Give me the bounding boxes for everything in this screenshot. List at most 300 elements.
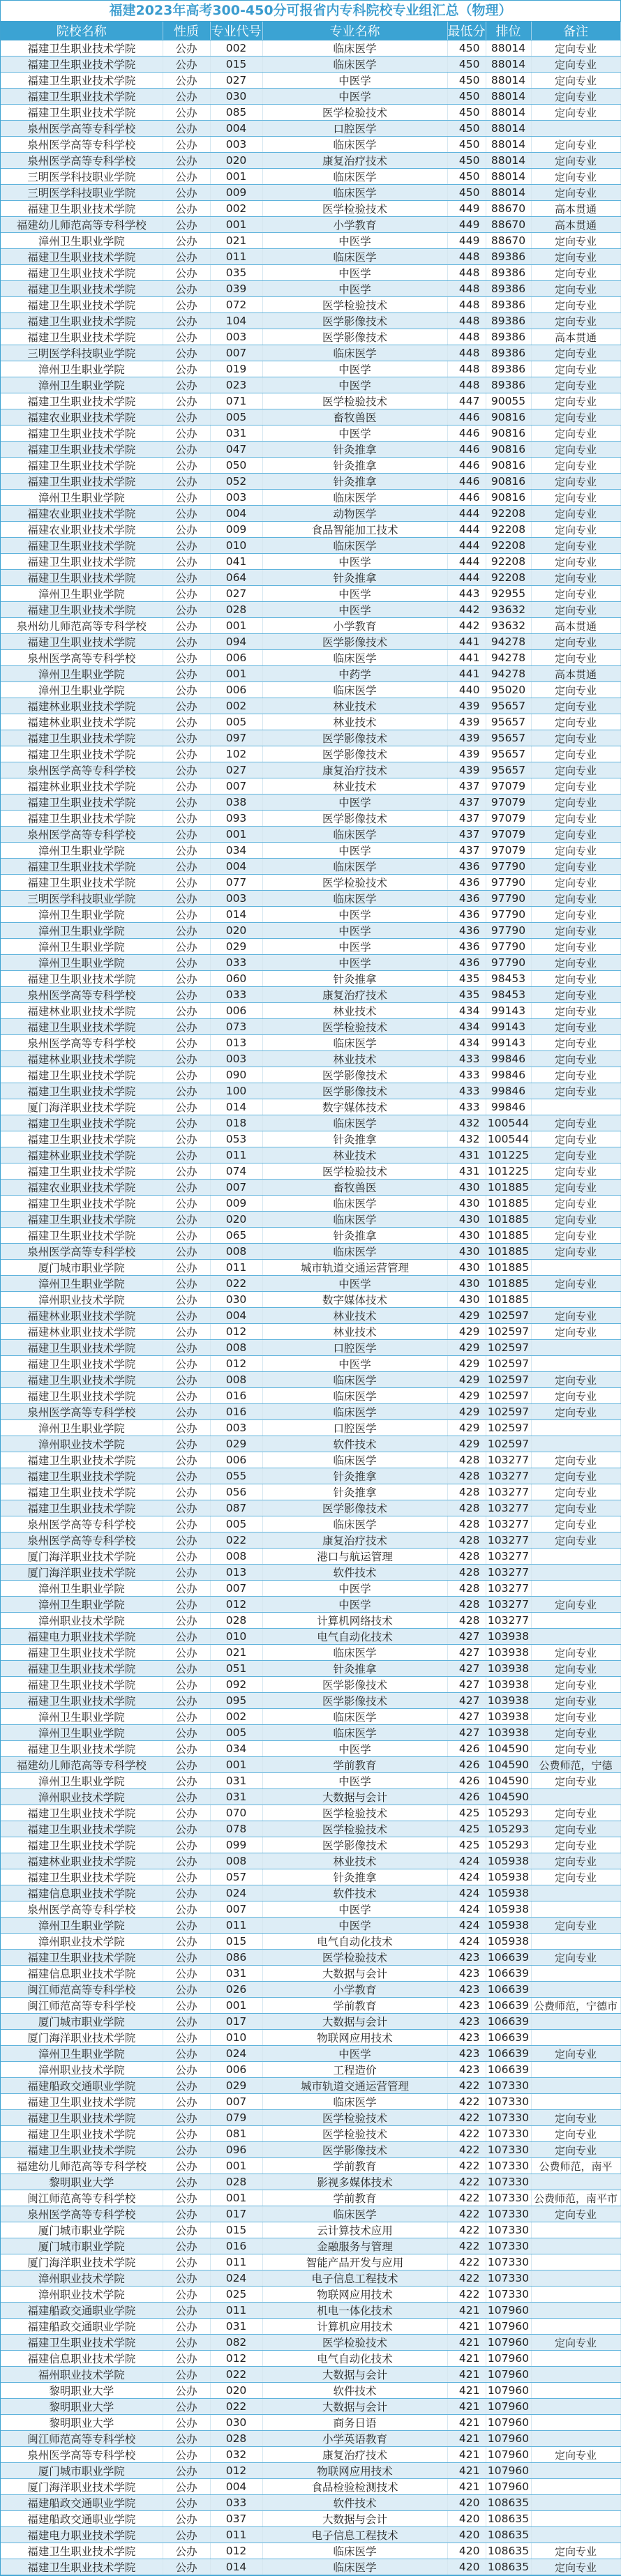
major-code-cell: 022: [210, 1532, 262, 1549]
table-row: [1, 2495, 620, 2511]
table-row: [1, 281, 620, 297]
major-name-cell: 康复治疗技术: [262, 153, 447, 169]
major-code-cell: 004: [210, 2479, 262, 2495]
school-name-cell: 福建信息职业技术学院: [1, 1885, 163, 1901]
table-row: [1, 586, 620, 602]
table-row: [1, 602, 620, 618]
note-cell: [531, 121, 620, 137]
major-name-cell: 数字媒体技术: [262, 1292, 447, 1308]
major-name-cell: 工程造价: [262, 2062, 447, 2078]
note-cell: 定向专业: [531, 1532, 620, 1549]
rank-cell: 107960: [486, 2399, 531, 2415]
note-cell: [531, 1549, 620, 1565]
school-name-cell: 福建卫生职业技术学院: [1, 1212, 163, 1228]
school-type-cell: 公办: [163, 377, 210, 393]
min-score-cell: 449: [447, 217, 486, 233]
major-name-cell: 口腔医学: [262, 121, 447, 137]
major-name-cell: 医学检验技术: [262, 297, 447, 313]
rank-cell: 103277: [486, 1516, 531, 1532]
school-type-cell: 公办: [163, 361, 210, 377]
school-type-cell: 公办: [163, 2559, 210, 2575]
school-name-cell: 漳州卫生职业学院: [1, 2046, 163, 2062]
min-score-cell: 448: [447, 345, 486, 361]
major-name-cell: 临床医学: [262, 859, 447, 875]
note-cell: 定向专业: [531, 1452, 620, 1468]
table-row: [1, 1629, 620, 1645]
table-row: [1, 409, 620, 425]
major-name-cell: 中医学: [262, 1276, 447, 1292]
major-name-cell: 针灸推拿: [262, 1484, 447, 1500]
note-cell: [531, 2351, 620, 2367]
school-type-cell: 公办: [163, 1163, 210, 1180]
school-name-cell: 漳州职业技术学院: [1, 2287, 163, 2303]
school-type-cell: 公办: [163, 1757, 210, 1773]
major-name-cell: 中医学: [262, 1597, 447, 1613]
note-cell: 定向专业: [531, 923, 620, 939]
school-name-cell: 福建信息职业技术学院: [1, 2351, 163, 2367]
note-cell: 定向专业: [531, 2206, 620, 2222]
school-type-cell: 公办: [163, 1837, 210, 1853]
major-name-cell: 临床医学: [262, 650, 447, 666]
school-name-cell: 福建卫生职业技术学院: [1, 442, 163, 458]
school-type-cell: 公办: [163, 794, 210, 811]
school-name-cell: 福建卫生职业技术学院: [1, 1372, 163, 1388]
school-type-cell: 公办: [163, 1901, 210, 1918]
major-code-cell: 021: [210, 1645, 262, 1661]
major-name-cell: 中医学: [262, 1918, 447, 1934]
note-cell: 定向专业: [531, 73, 620, 89]
table-row: [1, 1597, 620, 1613]
min-score-cell: 444: [447, 538, 486, 554]
min-score-cell: 439: [447, 762, 486, 778]
major-name-cell: 医学检验技术: [262, 1950, 447, 1966]
school-name-cell: 福建林业职业技术学院: [1, 1147, 163, 1163]
major-name-cell: 中医学: [262, 923, 447, 939]
rank-cell: 97790: [486, 939, 531, 955]
major-code-cell: 014: [210, 2559, 262, 2575]
school-type-cell: 公办: [163, 2030, 210, 2046]
table-row: [1, 666, 620, 682]
major-name-cell: 临床医学: [262, 57, 447, 73]
major-code-cell: 006: [210, 1003, 262, 1019]
school-type-cell: 公办: [163, 297, 210, 313]
rank-cell: 98453: [486, 971, 531, 987]
table-row: [1, 1885, 620, 1901]
major-name-cell: 林业技术: [262, 1003, 447, 1019]
major-code-cell: 050: [210, 458, 262, 474]
major-name-cell: 大数据与会计: [262, 1789, 447, 1805]
school-type-cell: 公办: [163, 1244, 210, 1260]
school-name-cell: 黎明职业大学: [1, 2383, 163, 2399]
school-name-cell: 厦门城市职业学院: [1, 2238, 163, 2254]
note-cell: 定向专业: [531, 955, 620, 971]
major-name-cell: 针灸推拿: [262, 1661, 447, 1677]
school-type-cell: 公办: [163, 923, 210, 939]
major-code-cell: 030: [210, 2415, 262, 2431]
school-type-cell: 公办: [163, 458, 210, 474]
school-name-cell: 闽江师范高等专科学校: [1, 1982, 163, 1998]
major-name-cell: 临床医学: [262, 490, 447, 506]
major-name-cell: 学前教育: [262, 2158, 447, 2174]
major-code-cell: 027: [210, 586, 262, 602]
table-row: [1, 522, 620, 538]
major-name-cell: 林业技术: [262, 1324, 447, 1340]
major-name-cell: 医学影像技术: [262, 2142, 447, 2158]
table-row: [1, 1372, 620, 1388]
note-cell: 定向专业: [531, 1709, 620, 1725]
rank-cell: 104590: [486, 1741, 531, 1757]
major-name-cell: 医学检验技术: [262, 393, 447, 409]
min-score-cell: 436: [447, 939, 486, 955]
table-row: [1, 1388, 620, 1404]
note-cell: [531, 2222, 620, 2238]
min-score-cell: 440: [447, 682, 486, 698]
table-row: [1, 1934, 620, 1950]
major-name-cell: 软件技术: [262, 1885, 447, 1901]
table-row: [1, 1645, 620, 1661]
major-code-cell: 033: [210, 955, 262, 971]
note-cell: 定向专业: [531, 1645, 620, 1661]
min-score-cell: 430: [447, 1292, 486, 1308]
note-cell: 定向专业: [531, 698, 620, 714]
header-note: 备注: [531, 22, 620, 40]
school-name-cell: 福建卫生职业技术学院: [1, 554, 163, 570]
school-name-cell: 福建卫生职业技术学院: [1, 1131, 163, 1147]
min-score-cell: 450: [447, 153, 486, 169]
note-cell: 定向专业: [531, 522, 620, 538]
min-score-cell: 441: [447, 650, 486, 666]
table-header-row: [1, 22, 620, 40]
school-name-cell: 福建幼儿师范高等专科学校: [1, 1757, 163, 1773]
rank-cell: 101885: [486, 1244, 531, 1260]
table-row: [1, 2078, 620, 2094]
note-cell: 定向专业: [531, 2142, 620, 2158]
major-code-cell: 024: [210, 2270, 262, 2287]
min-score-cell: 429: [447, 1372, 486, 1388]
min-score-cell: 430: [447, 1228, 486, 1244]
min-score-cell: 430: [447, 1260, 486, 1276]
major-code-cell: 015: [210, 2222, 262, 2238]
major-name-cell: 临床医学: [262, 538, 447, 554]
major-name-cell: 商务日语: [262, 2415, 447, 2431]
table-row: [1, 458, 620, 474]
school-type-cell: 公办: [163, 2062, 210, 2078]
major-code-cell: 022: [210, 2399, 262, 2415]
table-row: [1, 2319, 620, 2335]
school-type-cell: 公办: [163, 1452, 210, 1468]
school-name-cell: 泉州幼儿师范高等专科学校: [1, 618, 163, 634]
major-name-cell: 金融服务与管理: [262, 2238, 447, 2254]
major-code-cell: 057: [210, 1869, 262, 1885]
school-name-cell: 福建船政交通职业学院: [1, 2511, 163, 2527]
rank-cell: 108635: [486, 2543, 531, 2559]
min-score-cell: 423: [447, 1982, 486, 1998]
school-type-cell: 公办: [163, 1549, 210, 1565]
school-name-cell: 泉州医学高等专科学校: [1, 137, 163, 153]
rank-cell: 107330: [486, 2158, 531, 2174]
table-row: [1, 859, 620, 875]
major-code-cell: 064: [210, 570, 262, 586]
major-name-cell: 大数据与会计: [262, 2399, 447, 2415]
rank-cell: 103277: [486, 1613, 531, 1629]
rank-cell: 90816: [486, 474, 531, 490]
min-score-cell: 429: [447, 1388, 486, 1404]
note-cell: 定向专业: [531, 1163, 620, 1180]
rank-cell: 103938: [486, 1693, 531, 1709]
major-name-cell: 针灸推拿: [262, 1228, 447, 1244]
rank-cell: 92208: [486, 570, 531, 586]
note-cell: 定向专业: [531, 409, 620, 425]
table-row: [1, 393, 620, 409]
major-name-cell: 临床医学: [262, 345, 447, 361]
school-type-cell: 公办: [163, 2174, 210, 2190]
school-name-cell: 福建卫生职业技术学院: [1, 971, 163, 987]
table-row: [1, 1869, 620, 1885]
min-score-cell: 429: [447, 1308, 486, 1324]
school-type-cell: 公办: [163, 1131, 210, 1147]
school-type-cell: 公办: [163, 2495, 210, 2511]
major-name-cell: 林业技术: [262, 698, 447, 714]
note-cell: [531, 2174, 620, 2190]
major-name-cell: 畜牧兽医: [262, 1180, 447, 1196]
school-name-cell: 漳州卫生职业学院: [1, 586, 163, 602]
note-cell: 定向专业: [531, 2110, 620, 2126]
note-cell: 定向专业: [531, 1019, 620, 1035]
school-name-cell: 福建卫生职业技术学院: [1, 1645, 163, 1661]
school-name-cell: 厦门海洋职业技术学院: [1, 1549, 163, 1565]
rank-cell: 103277: [486, 1484, 531, 1500]
note-cell: 定向专业: [531, 650, 620, 666]
major-name-cell: 临床医学: [262, 2543, 447, 2559]
school-type-cell: 公办: [163, 1035, 210, 1051]
major-name-cell: 医学检验技术: [262, 2110, 447, 2126]
rank-cell: 101885: [486, 1212, 531, 1228]
rank-cell: 99846: [486, 1051, 531, 1067]
note-cell: 定向专业: [531, 762, 620, 778]
major-name-cell: 康复治疗技术: [262, 2447, 447, 2463]
school-type-cell: 公办: [163, 1789, 210, 1805]
table-row: [1, 1998, 620, 2014]
major-name-cell: 医学检验技术: [262, 1019, 447, 1035]
school-type-cell: 公办: [163, 1388, 210, 1404]
rank-cell: 104590: [486, 1789, 531, 1805]
table-row: [1, 121, 620, 137]
major-code-cell: 003: [210, 137, 262, 153]
major-code-cell: 033: [210, 2495, 262, 2511]
major-code-cell: 051: [210, 1661, 262, 1677]
min-score-cell: 420: [447, 2543, 486, 2559]
school-type-cell: 公办: [163, 57, 210, 73]
table-row: [1, 2431, 620, 2447]
rank-cell: 107960: [486, 2319, 531, 2335]
school-type-cell: 公办: [163, 2238, 210, 2254]
major-code-cell: 006: [210, 2062, 262, 2078]
school-type-cell: 公办: [163, 1484, 210, 1500]
major-name-cell: 针灸推拿: [262, 1131, 447, 1147]
note-cell: 定向专业: [531, 377, 620, 393]
table-row: [1, 377, 620, 393]
school-name-cell: 福建林业职业技术学院: [1, 778, 163, 794]
major-code-cell: 078: [210, 1821, 262, 1837]
min-score-cell: 437: [447, 794, 486, 811]
school-type-cell: 公办: [163, 1500, 210, 1516]
table-row: [1, 169, 620, 185]
major-code-cell: 005: [210, 1516, 262, 1532]
major-code-cell: 070: [210, 1805, 262, 1821]
major-name-cell: 临床医学: [262, 249, 447, 265]
table-row: [1, 1918, 620, 1934]
rank-cell: 97079: [486, 778, 531, 794]
min-score-cell: 428: [447, 1613, 486, 1629]
major-code-cell: 055: [210, 1468, 262, 1484]
school-type-cell: 公办: [163, 778, 210, 794]
min-score-cell: 421: [447, 2351, 486, 2367]
min-score-cell: 428: [447, 1468, 486, 1484]
school-type-cell: 公办: [163, 891, 210, 907]
rank-cell: 103277: [486, 1532, 531, 1549]
major-name-cell: 学前教育: [262, 2190, 447, 2206]
school-name-cell: 福建卫生职业技术学院: [1, 1115, 163, 1131]
major-name-cell: 大数据与会计: [262, 2511, 447, 2527]
major-code-cell: 002: [210, 1709, 262, 1725]
rank-cell: 107330: [486, 2110, 531, 2126]
school-name-cell: 福建幼儿师范高等专科学校: [1, 2158, 163, 2174]
min-score-cell: 426: [447, 1773, 486, 1789]
min-score-cell: 436: [447, 875, 486, 891]
table-row: [1, 442, 620, 458]
min-score-cell: 425: [447, 1821, 486, 1837]
min-score-cell: 421: [447, 2463, 486, 2479]
note-cell: [531, 2463, 620, 2479]
rank-cell: 107960: [486, 2479, 531, 2495]
rank-cell: 97790: [486, 891, 531, 907]
table-row: [1, 1581, 620, 1597]
min-score-cell: 430: [447, 1276, 486, 1292]
min-score-cell: 434: [447, 1019, 486, 1035]
major-name-cell: 中医学: [262, 955, 447, 971]
note-cell: 定向专业: [531, 137, 620, 153]
school-name-cell: 泉州医学高等专科学校: [1, 762, 163, 778]
table-row: [1, 425, 620, 442]
major-name-cell: 医学影像技术: [262, 634, 447, 650]
school-name-cell: 福建卫生职业技术学院: [1, 1821, 163, 1837]
min-score-cell: 450: [447, 57, 486, 73]
school-type-cell: 公办: [163, 2046, 210, 2062]
min-score-cell: 448: [447, 313, 486, 329]
min-score-cell: 436: [447, 907, 486, 923]
school-type-cell: 公办: [163, 602, 210, 618]
note-cell: 定向专业: [531, 1003, 620, 1019]
major-name-cell: 临床医学: [262, 891, 447, 907]
table-row: [1, 137, 620, 153]
major-code-cell: 009: [210, 185, 262, 201]
min-score-cell: 439: [447, 730, 486, 746]
school-type-cell: 公办: [163, 2351, 210, 2367]
major-name-cell: 临床医学: [262, 1725, 447, 1741]
major-name-cell: 城市轨道交通运营管理: [262, 1260, 447, 1276]
major-name-cell: 中医学: [262, 1356, 447, 1372]
rank-cell: 107960: [486, 2463, 531, 2479]
min-score-cell: 430: [447, 1244, 486, 1260]
major-code-cell: 025: [210, 2287, 262, 2303]
rank-cell: 102597: [486, 1356, 531, 1372]
table-row: [1, 2351, 620, 2367]
rank-cell: 95657: [486, 698, 531, 714]
table-row: [1, 1404, 620, 1420]
table-row: [1, 1500, 620, 1516]
rank-cell: 90816: [486, 490, 531, 506]
major-name-cell: 中医学: [262, 377, 447, 393]
document-title: 福建2023年高考300-450分可报省内专科院校专业组汇总（物理）: [1, 1, 620, 22]
min-score-cell: 422: [447, 2238, 486, 2254]
school-type-cell: 公办: [163, 1661, 210, 1677]
school-name-cell: 漳州卫生职业学院: [1, 1581, 163, 1597]
major-code-cell: 003: [210, 1051, 262, 1067]
rank-cell: 88670: [486, 217, 531, 233]
note-cell: 定向专业: [531, 1500, 620, 1516]
note-cell: 定向专业: [531, 1805, 620, 1821]
min-score-cell: 428: [447, 1565, 486, 1581]
school-type-cell: 公办: [163, 1115, 210, 1131]
note-cell: 定向专业: [531, 1244, 620, 1260]
major-code-cell: 029: [210, 939, 262, 955]
min-score-cell: 449: [447, 201, 486, 217]
table-row: [1, 2303, 620, 2319]
school-name-cell: 福建卫生职业技术学院: [1, 425, 163, 442]
major-name-cell: 林业技术: [262, 778, 447, 794]
rank-cell: 108635: [486, 2559, 531, 2575]
major-code-cell: 011: [210, 2303, 262, 2319]
min-score-cell: 429: [447, 1356, 486, 1372]
table-row: [1, 1452, 620, 1468]
rank-cell: 107960: [486, 2303, 531, 2319]
major-code-cell: 079: [210, 2110, 262, 2126]
rank-cell: 107330: [486, 2142, 531, 2158]
rank-cell: 88014: [486, 137, 531, 153]
major-code-cell: 007: [210, 1180, 262, 1196]
rank-cell: 103938: [486, 1725, 531, 1741]
min-score-cell: 420: [447, 2527, 486, 2543]
min-score-cell: 422: [447, 2078, 486, 2094]
major-code-cell: 006: [210, 1452, 262, 1468]
major-code-cell: 008: [210, 1244, 262, 1260]
min-score-cell: 433: [447, 1067, 486, 1083]
rank-cell: 89386: [486, 265, 531, 281]
school-type-cell: 公办: [163, 474, 210, 490]
school-type-cell: 公办: [163, 554, 210, 570]
major-code-cell: 030: [210, 1292, 262, 1308]
major-name-cell: 医学影像技术: [262, 1693, 447, 1709]
major-name-cell: 临床医学: [262, 1709, 447, 1725]
rank-cell: 101225: [486, 1163, 531, 1180]
table-row: [1, 1212, 620, 1228]
school-name-cell: 福建卫生职业技术学院: [1, 1067, 163, 1083]
min-score-cell: 421: [447, 2383, 486, 2399]
school-name-cell: 福建卫生职业技术学院: [1, 730, 163, 746]
school-name-cell: 福建林业职业技术学院: [1, 1051, 163, 1067]
table-row: [1, 570, 620, 586]
major-code-cell: 001: [210, 1757, 262, 1773]
table-row: [1, 1693, 620, 1709]
school-type-cell: 公办: [163, 522, 210, 538]
table-row: [1, 1950, 620, 1966]
table-row: [1, 778, 620, 794]
school-name-cell: 福建卫生职业技术学院: [1, 634, 163, 650]
min-score-cell: 430: [447, 1212, 486, 1228]
min-score-cell: 442: [447, 602, 486, 618]
major-name-cell: 物联网应用技术: [262, 2287, 447, 2303]
major-code-cell: 020: [210, 1212, 262, 1228]
